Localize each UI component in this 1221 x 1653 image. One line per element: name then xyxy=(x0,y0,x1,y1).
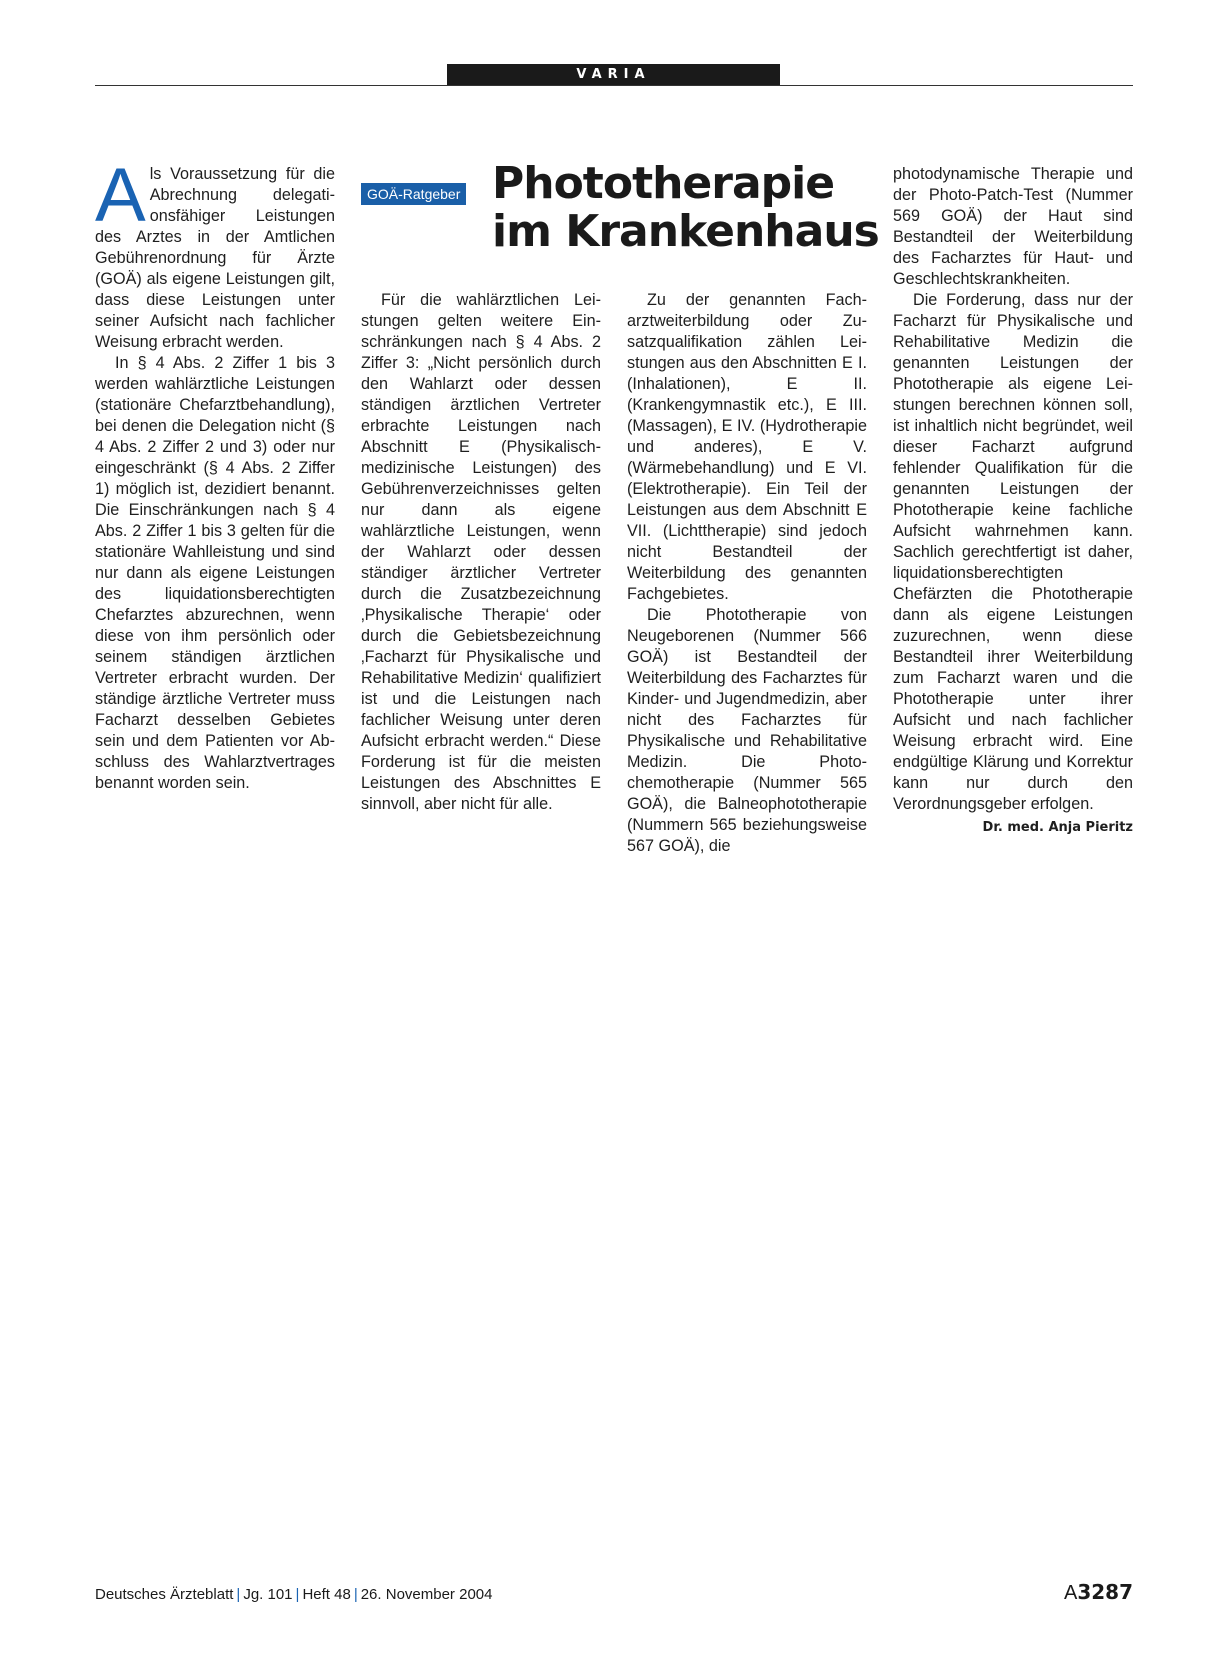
paragraph: Die Forderung, dass nur der Facharzt für Physikalische und Rehabilitative Medizin die genannten Leistungen der Phototherapie als eigene Leistungen berechnen können soll, ist inhaltlich nicht begründet, weil dieser Facharzt aufgrund fehlender Qualifikation für die genannten Leistungen der Phototherapie keine fachliche Aufsicht wahrnehmen kann. Sachlich gerechtfertigt ist daher, liquidationsberechtigten Chefärzten die Phototherapie dann als eigene Leistungen zuzurechnen, wenn diese Bestandteil ihrer Weiterbildung zum Facharzt waren und die Phototherapie unter ihrer Aufsicht und nach fachlicher Weisung erbracht wird. Eine endgültige Klärung und Korrektur kann nur durch den Verordnungsgeber erfolgen. Dr. med. Anja Pieritz xyxy=(893,290,1133,815)
paragraph: Als Voraussetzung für die Abrechnung delegationsfähiger Leistungen des Arztes in der Amtlichen Gebührenordnung für Ärzte (GOÄ) als eigene Leistungen gilt, dass diese Leistungen unter seiner Aufsicht nach fachlicher Weisung erbracht werden. xyxy=(95,153,335,351)
header-rule xyxy=(95,85,1133,86)
article-column-4 xyxy=(893,164,1133,838)
paragraph: photodynamische Therapie und der Photo-Patch-Test (Nummer 569 GOÄ) der Haut sind Bestandteil der Weiterbildung des Facharztes für Haut- und Geschlechtskrankheiten. xyxy=(893,165,1133,288)
separator: | xyxy=(236,1586,241,1603)
paragraph: Zu der genannten Facharztweiterbildung oder Zusatzqualifikation zählen Leistungen aus den Abschnitten E I. (Inhalationen), E II. (Krankengymnastik etc.), E III. (Massagen), E IV. (Hydrotherapie und anderes), E V. (Wärmebehandlung) und E VI. (Elektrotherapie). Ein Teil der Leistungen aus dem Abschnitt E VII. (Lichttherapie) sind jedoch nicht Bestandteil der Weiterbildung des genannten Fachgebietes. xyxy=(627,291,867,603)
article-column-1 xyxy=(95,153,335,794)
journal-name: Deutsches Ärzteblatt xyxy=(95,1586,234,1603)
category-badge: GOÄ-Ratgeber xyxy=(361,183,466,205)
separator: | xyxy=(295,1586,300,1603)
page-number: A3287 xyxy=(1063,1580,1133,1604)
issue: Heft 48 xyxy=(302,1586,351,1603)
footer xyxy=(95,1586,492,1603)
paragraph: In § 4 Abs. 2 Ziffer 1 bis 3 werden wahlärztliche Leistungen (stationäre Chefarztbehandlung), bei denen die Delegation nicht (§ 4 Abs. 2 Ziffer 2 und 3) oder nur eingeschränkt (§ 4 Abs. 2 Ziffer 1) möglich ist, dezidiert benannt. Die Einschränkungen nach § 4 Abs. 2 Ziffer 1 bis 3 gelten für die stationäre Wahlleistung und sind nur dann als eigene Leistungen des liquidationsberechtigten Chefarztes abzurechnen, wenn diese von ihm persönlich oder seinem ständigen ärztlichen Vertreter erbracht wurden. Der ständige ärztliche Vertreter muss Facharzt desselben Gebietes sein und dem Patienten vor Abschluss des Wahlarztvertrages benannt worden sein. xyxy=(95,354,335,792)
article-column-2 xyxy=(361,290,601,815)
article-column-3 xyxy=(627,290,867,857)
date: 26. November 2004 xyxy=(360,1586,493,1603)
separator: | xyxy=(353,1586,358,1603)
drop-cap: A xyxy=(95,153,146,238)
article-title: Phototherapie im Krankenhaus xyxy=(492,158,879,257)
paragraph: Die Phototherapie von Neugeborenen (Nummer 566 GOÄ) ist Bestandteil der Weiterbildung des Facharztes für Kinder- und Jugendmedizin, aber nicht des Facharztes für Physikalische und Rehabilitative Medizin. Die Photochemotherapie (Nummer 565 GOÄ), die Balneophototherapie (Nummern 565 beziehungsweise 567 GOÄ), die xyxy=(627,606,867,855)
author-name: Dr. med. Anja Pieritz xyxy=(982,820,1133,835)
volume: Jg. 101 xyxy=(243,1586,293,1603)
paragraph: Für die wahlärztlichen Leistungen gelten weitere Einschränkungen nach § 4 Abs. 2 Ziffer 3: „Nicht persönlich durch den Wahlarzt oder dessen ständigen ärztlichen Vertreter erbrachte Leistungen nach Abschnitt E (Physikalisch-medizinische Leistungen) des Gebührenverzeichnisses gelten nur dann als eigene wahlärztliche Leistungen, wenn der Wahlarzt oder dessen ständiger ärztlicher Vertreter durch die Zusatzbezeichnung ‚Physikalische Therapie‘ oder durch die Gebietsbezeichnung ‚Facharzt für Physikalische und Rehabilitative Medizin‘ qualifiziert ist und die Leistungen nach fachlicher Weisung unter deren Aufsicht erbracht werden.“ Diese Forderung ist für die meisten Leistungen des Abschnittes E sinnvoll, aber nicht für alle. xyxy=(361,291,601,813)
section-header: VARIA xyxy=(447,64,780,86)
